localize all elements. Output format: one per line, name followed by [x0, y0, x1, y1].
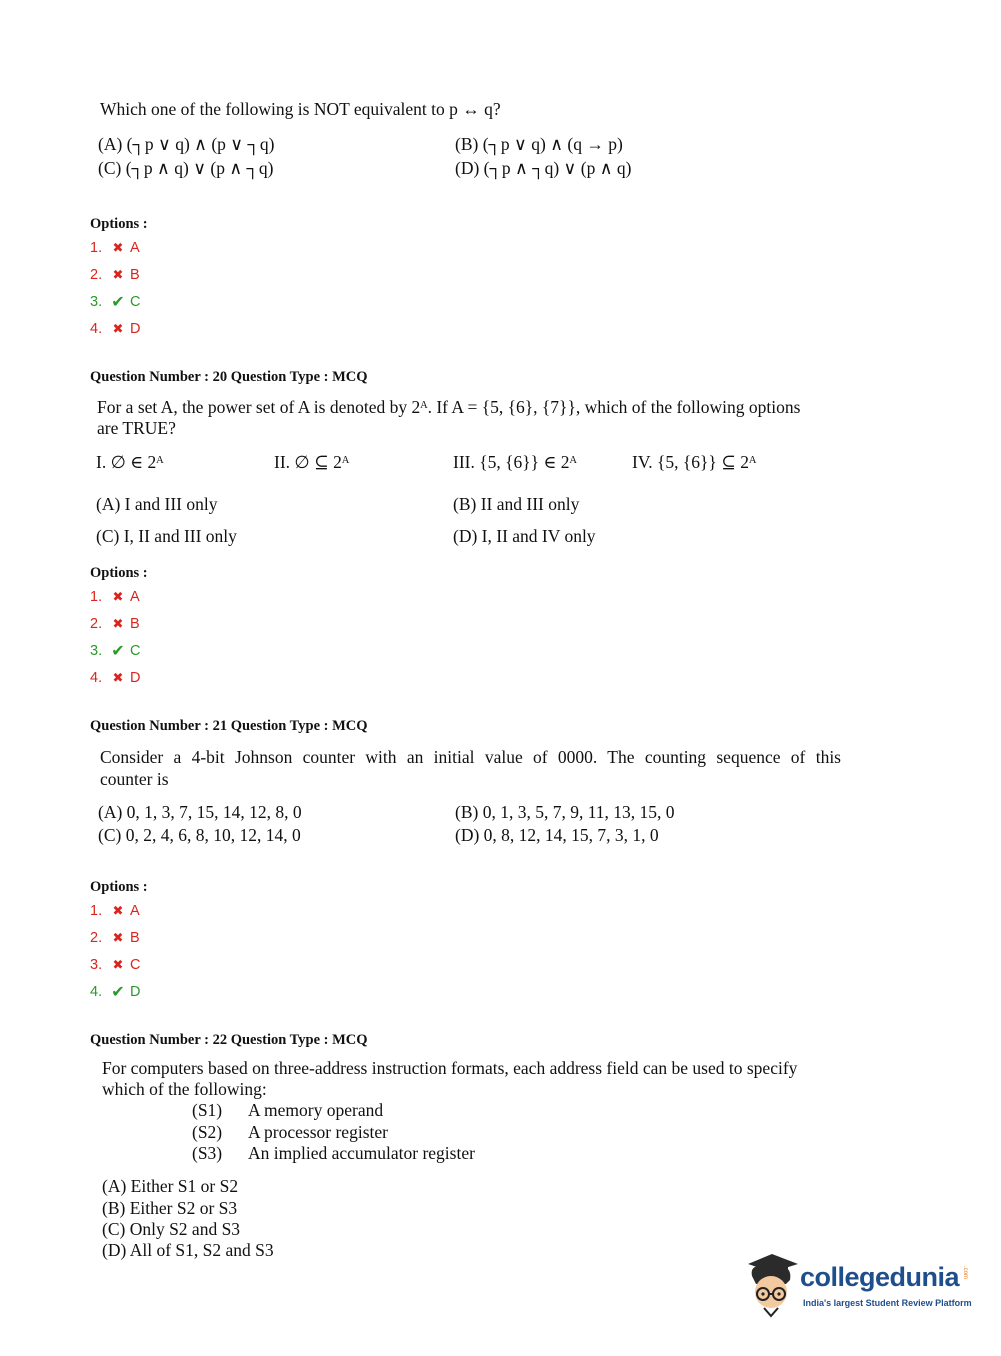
option-number: 2.	[90, 615, 103, 632]
option-letter: A	[130, 902, 140, 919]
option-letter: A	[130, 239, 140, 256]
option-item	[90, 315, 140, 342]
cross-icon: ✖	[112, 902, 124, 918]
q22-item-s3-text: An implied accumulator register	[248, 1143, 475, 1163]
q19-stem	[100, 98, 501, 120]
option-letter: C	[130, 642, 141, 659]
option-number: 4.	[90, 320, 103, 337]
q22-item-s2	[192, 1121, 388, 1143]
cross-icon: ✖	[112, 929, 124, 945]
option-item	[90, 978, 140, 1005]
q20-stem-line1: For a set A, the power set of A is denoted by 2ᴬ. If A = {5, {6}, {7}}, which of the following options	[97, 397, 801, 417]
q19-choice-c: (C) (┐p ∧ q) ∨ (p ∧ ┐q)	[98, 158, 274, 178]
option-letter: C	[130, 956, 141, 973]
q22-choice-a: (A) Either S1 or S2	[102, 1176, 239, 1196]
option-item	[90, 610, 140, 637]
q19-choice-b: (B) (┐p ∨ q) ∧ (q → p)	[455, 134, 623, 154]
q20-statement-3: III. {5, {6}} ∈ 2ᴬ	[453, 452, 577, 472]
q22-choice-b: (B) Either S2 or S3	[102, 1198, 238, 1218]
q20-stem-line2: are TRUE?	[97, 418, 176, 438]
q20-options-title: Options :	[90, 565, 148, 581]
option-number: 3.	[90, 642, 103, 659]
q21-header: Question Number : 21 Question Type : MCQ	[90, 718, 368, 734]
q21-stem-line2: counter is	[100, 769, 169, 789]
cross-icon: ✖	[112, 615, 124, 631]
q19-options-title: Options :	[90, 216, 148, 232]
option-letter: B	[130, 929, 140, 946]
q20-header: Question Number : 20 Question Type : MCQ	[90, 369, 368, 385]
q22-choice-c: (C) Only S2 and S3	[102, 1219, 241, 1239]
q21-choice-c: (C) 0, 2, 4, 6, 8, 10, 12, 14, 0	[98, 825, 301, 845]
option-item	[90, 261, 140, 288]
q19-choice-a: (A) (┐p ∨ q) ∧ (p ∨ ┐q)	[98, 134, 275, 154]
q19-stem-text: Which one of the following is NOT equivalent to p ↔ q?	[100, 99, 501, 119]
q22-header: Question Number : 22 Question Type : MCQ	[90, 1032, 368, 1048]
q20-choice-a: (A) I and III only	[96, 494, 218, 514]
option-number: 2.	[90, 929, 103, 946]
option-letter: D	[130, 320, 141, 337]
q22-item-s3	[192, 1142, 475, 1164]
option-item	[90, 637, 140, 664]
q22-item-s1-text: A memory operand	[248, 1100, 384, 1120]
option-number: 2.	[90, 266, 103, 283]
cross-icon: ✖	[112, 669, 124, 685]
checkmark-icon: ✔	[111, 983, 125, 1001]
option-letter: B	[130, 266, 140, 283]
collegedunia-logo	[742, 1250, 972, 1320]
q22-item-s3-code: (S3)	[192, 1143, 223, 1163]
logo-wordmark: collegedunia	[800, 1262, 960, 1292]
option-number: 3.	[90, 293, 103, 310]
checkmark-icon: ✔	[111, 293, 125, 311]
q21-stem-line1: Consider a 4-bit Johnson counter with an initial value of 0000. The counting sequence of this	[100, 747, 841, 767]
cross-icon: ✖	[112, 320, 124, 336]
option-item	[90, 288, 140, 315]
logo-com: .com	[962, 1266, 968, 1280]
option-number: 4.	[90, 983, 103, 1000]
q20-options-list	[90, 583, 140, 691]
checkmark-icon: ✔	[111, 642, 125, 660]
q22-item-s2-code: (S2)	[192, 1122, 223, 1142]
option-number: 1.	[90, 902, 103, 919]
q20-statement-1: I. ∅ ∈ 2ᴬ	[96, 452, 164, 472]
option-letter: D	[130, 983, 141, 1000]
cross-icon: ✖	[112, 239, 124, 255]
q22-item-s1-code: (S1)	[192, 1100, 223, 1120]
option-item	[90, 897, 140, 924]
option-item	[90, 951, 140, 978]
q22-item-s1	[192, 1099, 383, 1121]
cross-icon: ✖	[112, 266, 124, 282]
q20-choice-c: (C) I, II and III only	[96, 526, 237, 546]
cross-icon: ✖	[112, 956, 124, 972]
q21-options-title: Options :	[90, 879, 148, 895]
q22-stem-line1: For computers based on three-address instruction formats, each address field can be used to specify	[102, 1058, 798, 1078]
q21-choice-b: (B) 0, 1, 3, 5, 7, 9, 11, 13, 15, 0	[455, 802, 675, 822]
option-number: 3.	[90, 956, 103, 973]
q19-choice-d: (D) (┐p ∧ ┐q) ∨ (p ∧ q)	[455, 158, 632, 178]
option-number: 1.	[90, 239, 103, 256]
option-item	[90, 664, 140, 691]
option-letter: A	[130, 588, 140, 605]
mascot-icon	[742, 1250, 800, 1318]
q19-options-list	[90, 234, 140, 342]
q20-statement-2: II. ∅ ⊆ 2ᴬ	[274, 452, 350, 472]
option-letter: C	[130, 293, 141, 310]
q22-choice-d: (D) All of S1, S2 and S3	[102, 1240, 274, 1260]
q22-stem-line2: which of the following:	[102, 1079, 267, 1099]
option-number: 4.	[90, 669, 103, 686]
q20-choice-b: (B) II and III only	[453, 494, 580, 514]
option-number: 1.	[90, 588, 103, 605]
q21-choice-a: (A) 0, 1, 3, 7, 15, 14, 12, 8, 0	[98, 802, 302, 822]
option-item	[90, 234, 140, 261]
cross-icon: ✖	[112, 588, 124, 604]
option-letter: D	[130, 669, 141, 686]
logo-tagline: India's largest Student Review Platform	[803, 1298, 972, 1308]
option-item	[90, 583, 140, 610]
q22-item-s2-text: A processor register	[248, 1122, 388, 1142]
option-letter: B	[130, 615, 140, 632]
q21-choice-d: (D) 0, 8, 12, 14, 15, 7, 3, 1, 0	[455, 825, 659, 845]
q21-options-list	[90, 897, 140, 1005]
q20-statement-4: IV. {5, {6}} ⊆ 2ᴬ	[632, 452, 757, 472]
q20-choice-d: (D) I, II and IV only	[453, 526, 596, 546]
option-item	[90, 924, 140, 951]
